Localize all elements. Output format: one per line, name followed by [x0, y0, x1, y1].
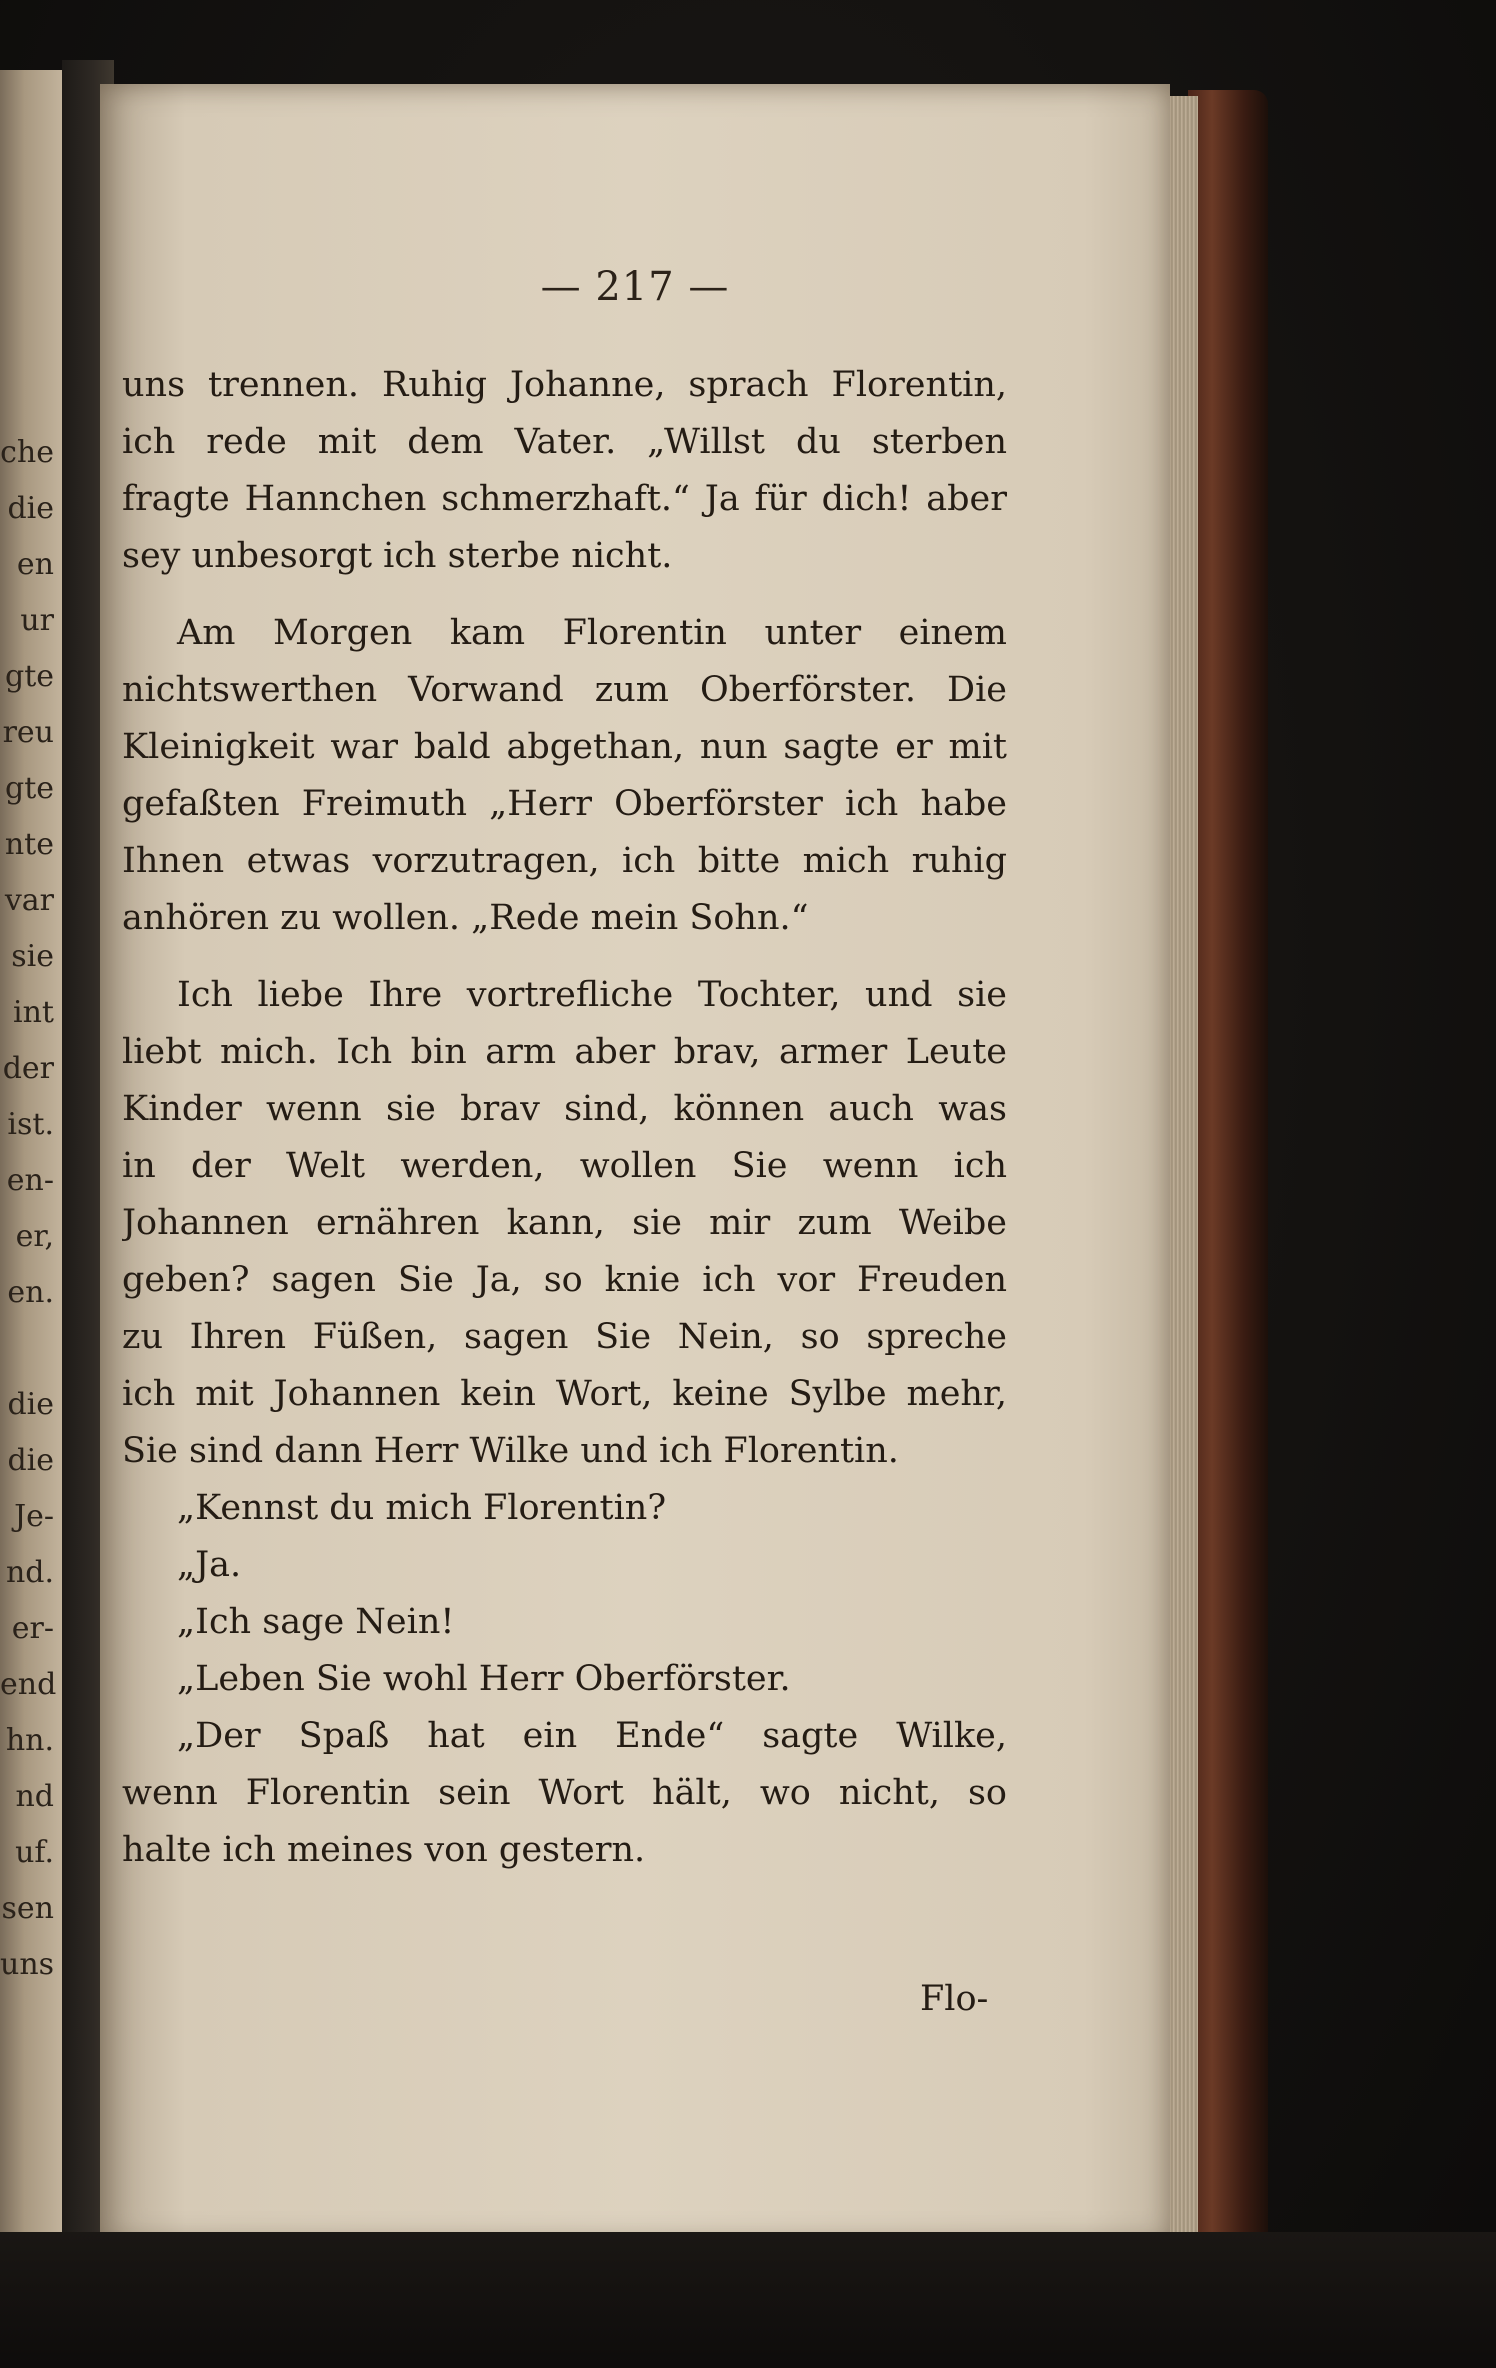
catchword: Flo- [920, 1979, 989, 2019]
left-fragment: die [7, 491, 54, 526]
text-line: nichtswerthen Vorwand zum Oberförster. Die [122, 670, 1007, 710]
left-fragment: int [13, 995, 54, 1030]
paragraph-gap [122, 947, 1007, 967]
text-line: Ich liebe Ihre vortrefliche Tochter, und sie [177, 975, 1007, 1015]
page-text-block [122, 357, 1007, 1879]
left-fragment: die [7, 1387, 54, 1422]
text-line: „Ich sage Nein! [177, 1602, 455, 1642]
text-line: zu Ihren Füßen, sagen Sie Nein, so spreche [122, 1317, 1007, 1357]
text-line: anhören zu wollen. „Rede mein Sohn.“ [122, 898, 809, 938]
text-line: Kinder wenn sie brav sind, können auch was [122, 1089, 1007, 1129]
left-fragment: nd. [5, 1555, 54, 1590]
left-fragment: en. [7, 1275, 54, 1310]
text-line: geben? sagen Sie Ja, so knie ich vor Freuden [122, 1260, 1007, 1300]
text-line: Johannen ernähren kann, sie mir zum Weibe [122, 1203, 1007, 1243]
book-page [100, 84, 1170, 2244]
left-fragment: en [16, 547, 54, 582]
left-fragment: gte [4, 771, 54, 806]
text-line: ich rede mit dem Vater. „Willst du sterben [122, 422, 1007, 462]
page-number: — 217 — [540, 264, 730, 310]
text-line: in der Welt werden, wollen Sie wenn ich [122, 1146, 1007, 1186]
text-line: „Kennst du mich Florentin? [177, 1488, 667, 1528]
left-fragment: ur [20, 603, 54, 638]
bottom-shadow [0, 2232, 1496, 2368]
left-fragment: hn. [5, 1723, 54, 1758]
text-line: „Der Spaß hat ein Ende“ sagte Wilke, [177, 1716, 1007, 1756]
paragraph-gap [122, 585, 1007, 605]
text-line: ich mit Johannen kein Wort, keine Sylbe mehr, [122, 1374, 1007, 1414]
left-fragment: sen [1, 1891, 54, 1926]
text-line: Ihnen etwas vorzutragen, ich bitte mich ruhig [122, 841, 1007, 881]
text-line: sey unbesorgt ich sterbe nicht. [122, 536, 673, 576]
text-line: gefaßten Freimuth „Herr Oberförster ich habe [122, 784, 1007, 824]
left-fragment: uf. [15, 1835, 54, 1870]
text-line: „Ja. [177, 1545, 242, 1585]
left-fragment: uns [0, 1947, 55, 1982]
text-line: „Leben Sie wohl Herr Oberförster. [177, 1659, 791, 1699]
text-line: halte ich meines von gestern. [122, 1830, 646, 1870]
left-page-edge [0, 70, 62, 2250]
text-line: Am Morgen kam Florentin unter einem [177, 613, 1007, 653]
left-fragment: der [2, 1051, 54, 1086]
text-line: liebt mich. Ich bin arm aber brav, armer Leute [122, 1032, 1007, 1072]
left-fragment: nte [4, 827, 54, 862]
left-fragment: er, [15, 1219, 54, 1254]
left-fragment: var [4, 883, 54, 918]
left-fragment: er- [11, 1611, 54, 1646]
book-cover-edge [1188, 90, 1268, 2250]
left-fragment: die [7, 1443, 54, 1478]
text-line: wenn Florentin sein Wort hält, wo nicht, so [122, 1773, 1007, 1813]
left-fragment: che [0, 435, 54, 470]
left-fragment: sie [11, 939, 54, 974]
left-fragment [0, 1321, 60, 1377]
left-fragment: nd [15, 1779, 54, 1814]
left-fragment: ist. [7, 1107, 54, 1142]
left-fragment: en- [6, 1163, 54, 1198]
left-page-text-fragments [0, 425, 60, 1993]
text-line: Kleinigkeit war bald abgethan, nun sagte er mit [122, 727, 1007, 767]
text-line: Sie sind dann Herr Wilke und ich Florentin. [122, 1431, 899, 1471]
left-fragment: reu [2, 715, 54, 750]
left-fragment: end [0, 1667, 57, 1702]
text-line: fragte Hannchen schmerzhaft.“ Ja für dich! aber [122, 479, 1007, 519]
left-fragment: Je- [14, 1499, 54, 1534]
text-line: uns trennen. Ruhig Johanne, sprach Florentin, [122, 365, 1007, 405]
left-fragment: gte [4, 659, 54, 694]
